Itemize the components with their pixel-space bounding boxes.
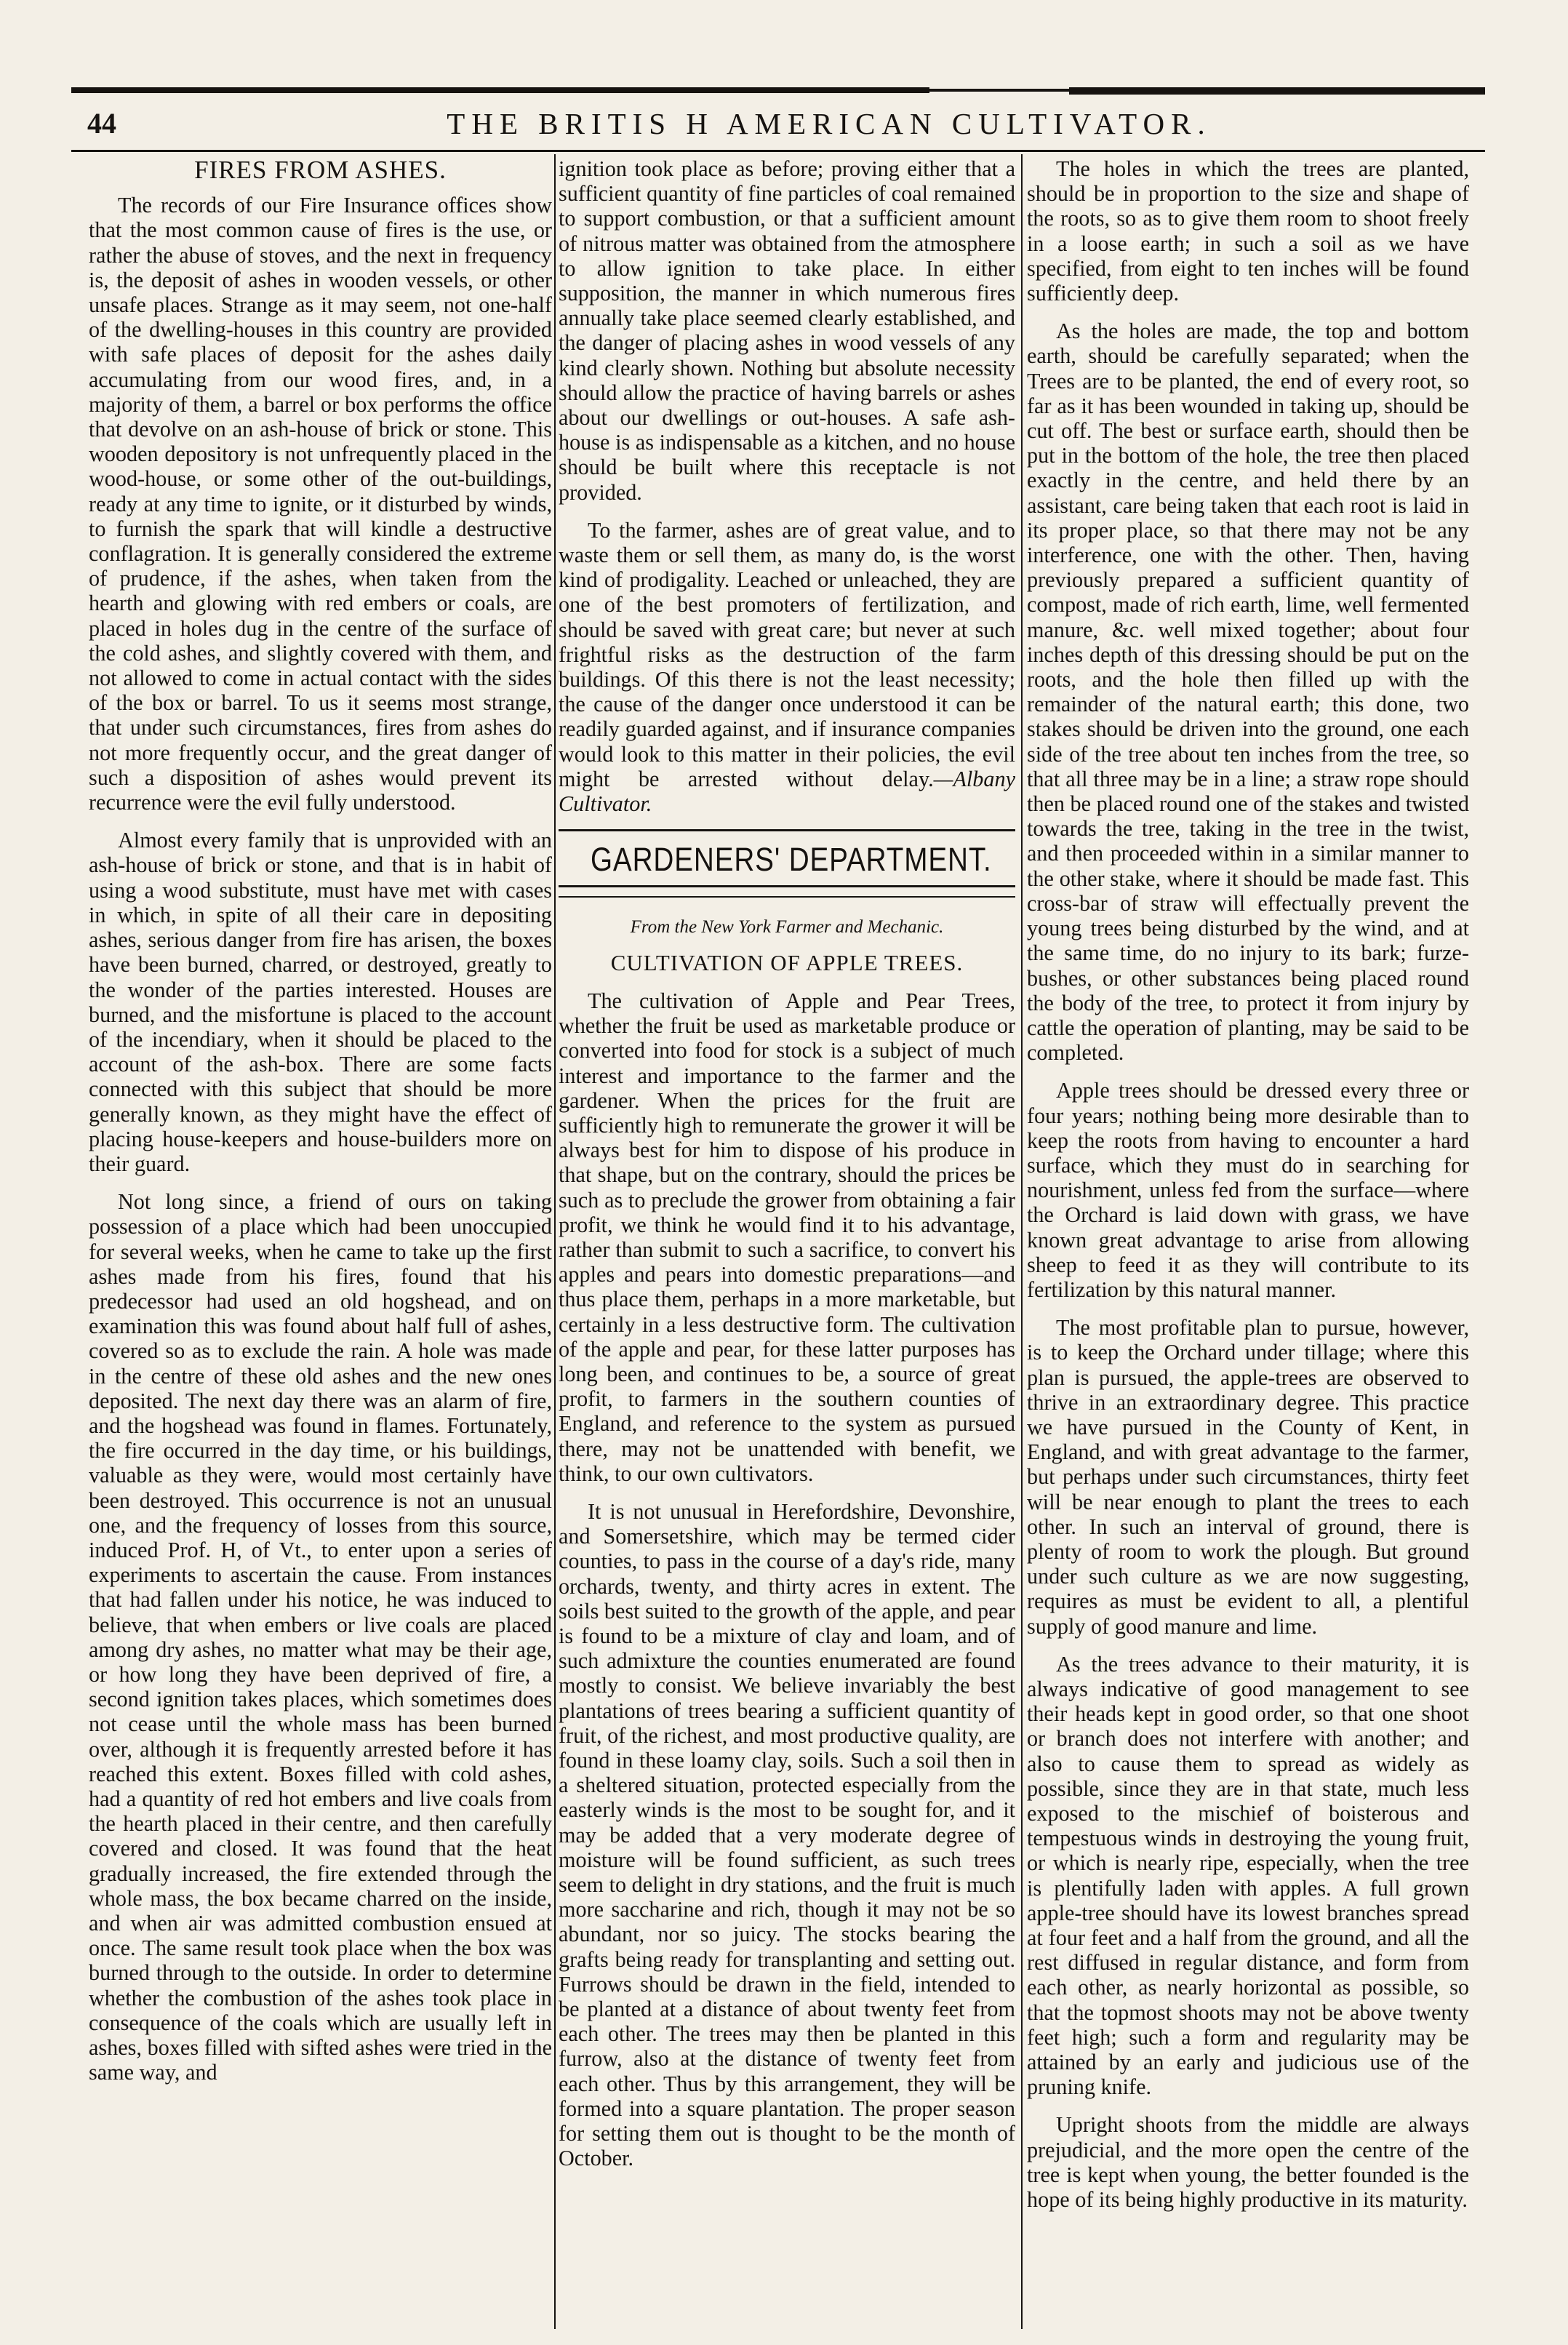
top-border-rule — [929, 89, 1069, 92]
paragraph: ignition took place as before; proving either that a sufficient quantity of fine particles of coal remained to support combustion, or that a sufficient amount of nitrous matter was obtained from the atmosphere to allow ignition to take place. In either supposition, the manner in which numerous fires annually take place seemed clearly established, and the danger of placing ashes in wood vessels of any kind clearly shown. Nothing but absolute necessity should allow the practice of having barrels or ashes about our dwellings or out-houses. A safe ash-house is as indispensable as a kitchen, and no house should be built where this receptacle is not provided. — [559, 156, 1015, 505]
header-rule — [71, 150, 1485, 152]
column-1 — [89, 156, 552, 2098]
paragraph: Not long since, a friend of ours on taking possession of a place which had been unoccupied for several weeks, when he came to take up the first ashes made from his fires, found that his predecessor had used an old hogshead, and on examination this was found about half full of ashes, covered so as to exclude the rain. A hole was made in the centre of these old ashes and the new ones deposited. The next day there was an alarm of fire, and the hogshead was found in flames. Fortunately, the fire occurred in the day time, or his buildings, valuable as they were, would most certainly have been destroyed. This occurrence is not an unusual one, and the frequency of losses from this source, induced Prof. H, of Vt., to enter upon a series of experiments to ascertain the cause. From instances that had fallen under his notice, he was induced to believe, that when embers or live coals are placed among dry ashes, no matter what may be their age, or how long they have been deprived of fire, a second ignition takes places, which sometimes does not cease until the whole mass has been burned over, although it is frequently arrested before it has reached this extent. Boxes filled with cold ashes, had a quantity of red hot embers and live coals from the hearth placed in their centre, and then carefully covered and closed. It was found that the heat gradually increased, the fire extended through the whole mass, the box became charred on the inside, and when air was admitted combustion ensued at once. The same result took place when the box was burned through to the outside. In order to determine whether the combustion of the ashes took place in consequence of the coals which are usually left in ashes, boxes filled with sifted ashes were tried in the same way, and — [89, 1189, 552, 2085]
column-3 — [1027, 156, 1469, 2225]
paragraph: The holes in which the trees are planted, should be in proportion to the size and shape of the roots, so as to give them room to shoot freely in a loose earth; in such a soil as we have specified, from eight to ten inches will be found sufficiently deep. — [1027, 156, 1469, 306]
top-border-rule — [71, 87, 929, 93]
article-title: CULTIVATION OF APPLE TREES. — [610, 949, 964, 975]
paragraph: It is not unusual in Herefordshire, Devonshire, and Somersetshire, which may be termed cider counties, to pass in the course of a day's ride, many orchards, twenty, and thirty acres in extent. The soils best suited to the growth of the apple, and pear is found to be a mixture of clay and loam, and of such admixture the counties enumerated are found mostly to consist. We believe invariably the best plantations of trees bearing a sufficient quantity of fruit, of the richest, and most productive quality, are found in these loamy clay, soils. Such a soil then in a sheltered situation, protected especially from the easterly winds is the most to be sought for, and it may be added that a very moderate degree of moisture will be found sufficient, as such trees seem to delight in dry stations, and the fruit is much more saccharine and rich, though it may not be so abundant, nor so juicy. The stocks bearing the grafts being ready for transplanting and setting out. Furrows should be drawn in the field, intended to be planted at a distance of about twenty feet from each other. The trees may then be planted in this furrow, also at the distance of twenty feet from each other. Thus by this arrangement, they will be formed into a square plantation. The proper season for setting them out is thought to be the month of October. — [559, 1498, 1015, 2171]
department-title: GARDENERS' DEPARTMENT. — [590, 841, 992, 879]
paragraph: Upright shoots from the middle are always prejudicial, and the more open the centre of the tree is kept when young, the better founded is the hope of its being highly productive in its maturity. — [1027, 2112, 1469, 2213]
page-number: 44 — [87, 107, 116, 140]
paragraph: Almost every family that is unprovided with an ash-house of brick or stone, and that is in habit of using a wood substitute, must have met with cases in which, in spite of all their care in depositing ashes, serious danger from fire has arisen, the boxes have been burned, charred, or destroyed, greatly to the wonder of the parties interested. Houses are burned, and the misfortune is placed to the account of the incendiary, when it should be placed to the account of the ash-box. There are some facts connected with this subject that should be more generally known, as they might have the effect of placing house-keepers and house-builders more on their guard. — [89, 828, 552, 1176]
paragraph: The most profitable plan to pursue, however, is to keep the Orchard under tillage; where this plan is pursued, the apple-trees are observed to thrive in an extraordinary degree. This practice we have pursued in the County of Kent, in England, and with great advantage to the farmer, but perhaps under such circumstances, thirty feet will be near enough to plant the trees to each other. In such an interval of ground, there is plenty of room to work the plough. But ground under such culture as we are now suggesting, requires as must be evident to all, a plentiful supply of good manure and lime. — [1027, 1315, 1469, 1639]
top-border-rule — [1069, 87, 1485, 95]
paragraph: As the holes are made, the top and bottom earth, should be carefully separated; when the Trees are to be planted, the end of every root, so far as it has been wounded in taking up, should be cut off. The best or surface earth, should then be put in the bottom of the hole, the tree then placed exactly in the centre, and held there by an assistant, care being taken that each root is laid in its proper place, so that there may not be any interference, one with the other. Then, having previously prepared a sufficient quantity of compost, made of rich earth, lime, well fermented manure, &c. well mixed together; about four inches depth of this dressing should be put on the roots, and the hole then filled up with the remainder of the natural earth; this done, two stakes should be driven into the ground, one each side of the tree about ten inches from the tree, so that all three may be in a line; a straw rope should then be placed round one of the stakes and twisted towards the tree, taking in the tree in the twist, and then proceeded within in a similar manner to the other stake, where it should be made fast. This cross-bar of straw will effectually prevent the young trees being disturbed by the wind, and at the same time, do no injury to its bark; furze-bushes, or other substances being placed round the body of the tree, to protect it from injury by cattle the operation of planting, may be said to be completed. — [1027, 319, 1469, 1066]
paragraph: As the trees advance to their maturity, it is always indicative of good management to see their heads kept in good order, so that one shoot or branch does not interfere with another; and also to cause them to spread as widely as possible, since they are in that state, much less exposed to the mischief of boisterous and tempestuous winds in destroying the young fruit, or which is nearly ripe, especially, when the tree is plentifully laden with apples. A full grown apple-tree should have its lowest branches spread at four feet and a half from the ground, and all the rest diffused in regular distance, and form from each other, as nearly horizontal as possible, so that the topmost shoots may not be above twenty feet high; such a form and regularity may be attained by an early and judicious use of the pruning knife. — [1027, 1651, 1469, 2100]
section-rule — [559, 885, 1015, 887]
column-2 — [559, 156, 1015, 2184]
paragraph: The cultivation of Apple and Pear Trees, whether the fruit be used as marketable produce or converted into food for stock is a subject of much interest and importance to the farmer and the gardener. When the prices for the fruit are sufficiently high to remunerate the grower it will be always best for him to dispose of his produce in that shape, but on the contrary, should the prices be such as to preclude the grower from obtaining a fair profit, we think he would find it to his advantage, rather than submit to such a sacrifice, to convert his apples and pears into domestic preparations—and thus place them, perhaps in a more marketable, but certainly in a less destructive form. The cultivation of the apple and pear, for these latter purposes has long been, and continues to be, a source of great profit, to farmers in the southern counties of England, and reference to the system as pursued there, may not be unattended with benefit, we think, to our own cultivators. — [559, 988, 1015, 1486]
page-header — [87, 106, 1469, 148]
paragraph — [559, 518, 1015, 816]
paragraph-text: To the farmer, ashes are of great value, and to waste them or sell them, as many do, is the worst kind of prodigality. Leached or unleached, they are one of the best promoters of fertilization, and should be saved with great care; but never at such frightful risks as the destruction of the farm buildings. Of this there is not the least necessity; the cause of the danger once understood it can be readily guarded against, and if insurance companies would look to this matter in their policies, the evil might be arrested without delay. — [559, 517, 1015, 791]
section-rule — [559, 829, 1015, 831]
paragraph: The records of our Fire Insurance offices show that the most common cause of fires is the use, or rather the abuse of stoves, and the next in frequency is, the deposit of ashes in wooden vessels, or other unsafe places. Strange as it may seem, not one-half of the dwelling-houses in this country are provided with safe places of deposit for the ashes daily accumulating from our wood fires, and, in a majority of them, a barrel or box performs the office that devolve on an ash-house of brick or stone. This wooden depository is not unfrequently placed in the wood-house, or some other of the out-buildings, ready at any time to ignite, or it disturbed by winds, to furnish the spark that will kindle a destructive conflagration. It is generally considered the extreme of prudence, if the ashes, when taken from the hearth and glowing with red embers or coals, are placed in holes dug in the centre of the surface of the cold ashes, and slightly covered with them, and not allowed to come in actual contact with the sides of the box or barrel. To us it seems most strange, that under such circumstances, fires from ashes do not more frequently occur, and the great danger of such a disposition of ashes would prevent its recurrence were the evil fully understood. — [89, 193, 552, 815]
column-divider — [554, 154, 556, 2329]
source-line: From the New York Farmer and Mechanic. — [630, 917, 944, 938]
column-divider — [1021, 154, 1023, 2329]
source-signature: —Albany Cultivator. — [559, 766, 1015, 817]
running-head: THE BRITIS H AMERICAN CULTIVATOR. — [447, 107, 1212, 140]
paragraph: Apple trees should be dressed every three or four years; nothing being more desirable than to keep the roots from having to encounter a hard surface, which they must do in searching for nourishment, unless fed from the surface—where the Orchard is laid down with grass, we have known great advantage to arise from allowing sheep to feed it as they will contribute to its fertilization by this natural manner. — [1027, 1078, 1469, 1302]
section-rule — [559, 896, 1015, 898]
article-title: FIRES FROM ASHES. — [194, 156, 447, 184]
